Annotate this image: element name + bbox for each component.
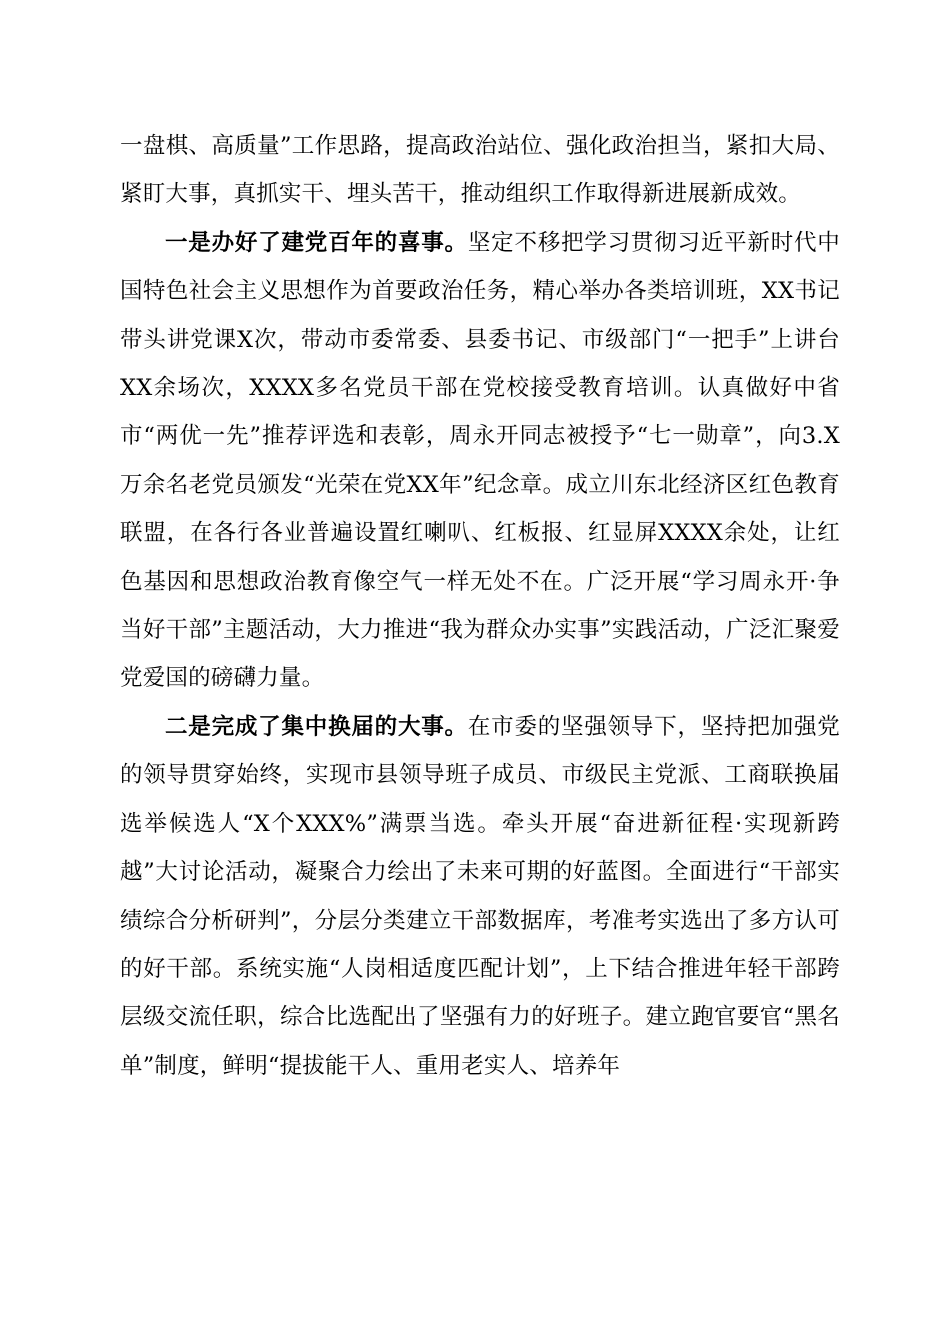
paragraph-body: 一盘棋、高质量”工作思路，提高政治站位、强化政治担当，紧扣大局、紧盯大事，真抓实干、埋头苦干，推动组织工作取得新进展新成效。 [120, 133, 840, 208]
paragraph-lead: 二是完成了集中换届的大事。 [165, 713, 468, 740]
paragraph-continuation [120, 122, 840, 219]
paragraph-body: 坚定不移把学习贯彻习近平新时代中国特色社会主义思想作为首要政治任务，精心举办各类培训班，XX书记带头讲党课X次，带动市委常委、县委书记、市级部门“一把手”上讲台XX余场次，XXXX多名党员干部在党校接受教育培训。认真做好中省市“两优一先”推荐评选和表彰，周永开同志被授予“七一勋章”，向3.X万余名老党员颁发“光荣在党XX年”纪念章。成立川东北经济区红色教育联盟，在各行各业普遍设置红喇叭、红板报、红显屏XXXX余处，让红色基因和思想政治教育像空气一样无处不在。广泛开展“学习周永开·争当好干部”主题活动，大力推进“我为群众办实事”实践活动，广泛汇聚爱党爱国的磅礴力量。 [120, 229, 840, 692]
paragraph-lead: 一是办好了建党百年的喜事。 [165, 229, 468, 256]
paragraph-general-election [120, 703, 840, 1090]
paragraph-body: 在市委的坚强领导下，坚持把加强党的领导贯穿始终，实现市县领导班子成员、市级民主党派、工商联换届选举候选人“X个XXX%”满票当选。牵头开展“奋进新征程·实现新跨越”大讨论活动，凝聚合力绘出了未来可期的好蓝图。全面进行“干部实绩综合分析研判”，分层分类建立干部数据库，考准考实选出了多方认可的好干部。系统实施“人岗相适度匹配计划”，上下结合推进年轻干部跨层级交流任职，综合比选配出了坚强有力的好班子。建立跑官要官“黑名单”制度，鲜明“提拔能干人、重用老实人、培养年 [120, 713, 840, 1079]
paragraph-party-centenary [120, 219, 840, 703]
document-body [120, 122, 840, 1090]
